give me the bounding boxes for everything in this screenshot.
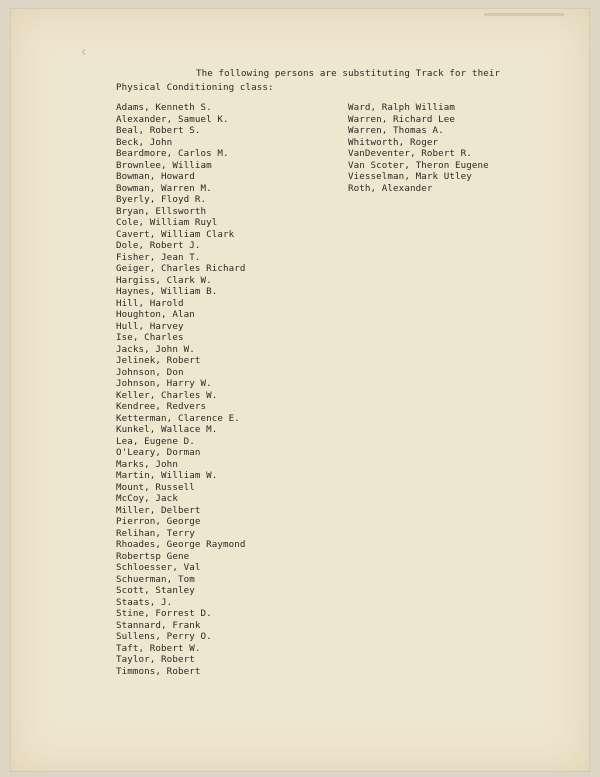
name-list-item: Adams, Kenneth S.: [116, 102, 212, 113]
name-list-item: Jacks, John W.: [116, 343, 195, 355]
name-list-item: Alexander, Samuel K.: [116, 113, 229, 125]
document-heading: [116, 67, 536, 95]
name-list-item: Brownlee, William: [116, 159, 212, 171]
name-list-item: Whitworth, Roger: [348, 136, 439, 148]
name-list-item: Schloesser, Val: [116, 562, 201, 573]
name-list-item: Keller, Charles W.: [116, 389, 218, 401]
name-list-item: Pierron, George: [116, 516, 201, 527]
name-list-item: Staats, J.: [116, 596, 173, 608]
name-list-item: Jelinek, Robert: [116, 355, 201, 366]
name-list-item: Cole, William Ruyl: [116, 217, 218, 228]
name-list-item: Roth, Alexander: [348, 182, 433, 194]
name-list-item: Van Scoter, Theron Eugene: [348, 159, 489, 171]
name-list-item: Timmons, Robert: [116, 665, 201, 677]
name-list-item: Houghton, Alan: [116, 309, 195, 320]
name-list-item: Miller, Delbert: [116, 504, 201, 516]
name-list-item: Sullens, Perry O.: [116, 631, 212, 642]
name-list-item: Warren, Thomas A.: [348, 125, 444, 136]
name-list-item: VanDeventer, Robert R.: [348, 148, 472, 159]
name-list-item: Ise, Charles: [116, 332, 184, 343]
name-list-item: Martin, William W.: [116, 470, 218, 481]
heading-line-1: The following persons are substituting Track for their: [196, 68, 501, 79]
name-list-item: Stannard, Frank: [116, 619, 201, 631]
name-list-item: Lea, Eugene D.: [116, 435, 195, 447]
name-list-item: Viesselman, Mark Utley: [348, 171, 472, 182]
name-list-item: Haynes, William B.: [116, 286, 218, 297]
name-list-left: [116, 102, 246, 677]
name-list-item: Byerly, Floyd R.: [116, 194, 207, 205]
heading-line-2: Physical Conditioning class:: [116, 82, 274, 93]
name-list-item: Warren, Richard Lee: [348, 113, 455, 125]
name-list-item: Hill, Harold: [116, 297, 184, 309]
name-list-item: Johnson, Don: [116, 366, 184, 378]
name-list-item: Beardmore, Carlos M.: [116, 148, 229, 159]
name-list-item: Hargiss, Clark W.: [116, 274, 212, 286]
name-list-item: Rhoades, George Raymond: [116, 539, 246, 550]
name-list-item: Ketterman, Clarence E.: [116, 412, 240, 424]
name-list-item: Marks, John: [116, 458, 178, 470]
name-list-item: O'Leary, Dorman: [116, 447, 201, 458]
name-list-item: Bryan, Ellsworth: [116, 205, 207, 217]
name-list-item: Beal, Robert S.: [116, 125, 201, 136]
pencil-mark-icon: ‹: [81, 45, 87, 60]
name-list-item: Robertsp Gene: [116, 550, 190, 562]
name-list-item: Kunkel, Wallace M.: [116, 424, 218, 435]
name-list-item: Hull, Harvey: [116, 320, 184, 332]
name-list-item: Taft, Robert W.: [116, 642, 201, 654]
name-list-item: Stine, Forrest D.: [116, 608, 212, 619]
name-list-item: Geiger, Charles Richard: [116, 263, 246, 274]
name-list-item: Schuerman, Tom: [116, 573, 195, 585]
name-list-item: Beck, John: [116, 136, 173, 148]
name-list-item: Bowman, Howard: [116, 171, 195, 182]
name-list-item: McCoy, Jack: [116, 493, 178, 504]
name-list-item: Cavert, William Clark: [116, 228, 235, 240]
name-list-item: Ward, Ralph William: [348, 102, 455, 113]
name-list-item: Mount, Russell: [116, 481, 195, 493]
name-list-item: Kendree, Redvers: [116, 401, 207, 412]
paper-stain: [484, 13, 564, 16]
name-list-item: Taylor, Robert: [116, 654, 195, 665]
name-list-right: [348, 102, 489, 194]
name-list-item: Dole, Robert J.: [116, 240, 201, 251]
name-list-item: Relihan, Terry: [116, 527, 195, 539]
typed-page: [10, 8, 590, 772]
name-list-item: Johnson, Harry W.: [116, 378, 212, 389]
name-list-item: Fisher, Jean T.: [116, 251, 201, 263]
name-list-item: Bowman, Warren M.: [116, 182, 212, 194]
name-list-item: Scott, Stanley: [116, 585, 195, 596]
